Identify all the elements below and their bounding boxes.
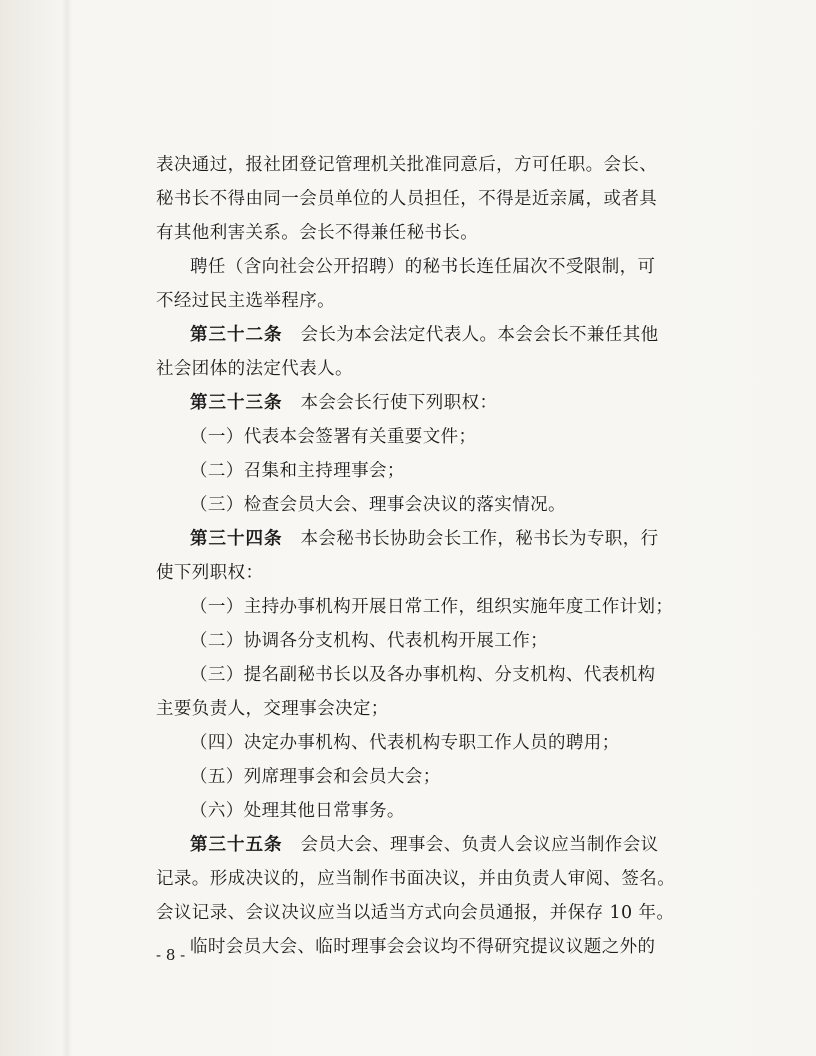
list-item: （二）召集和主持理事会； — [190, 461, 405, 481]
list-item: （六）处理其他日常事务。 — [190, 801, 405, 821]
text-line: 使下列职权： — [156, 563, 264, 583]
article-text: 会员大会、理事会、负责人会议应当制作会议 — [300, 835, 659, 855]
ink-bleed-mark — [64, 448, 82, 568]
list-item: （一）代表本会签署有关重要文件； — [190, 427, 477, 447]
article-34-line — [190, 522, 659, 556]
text-line: 社会团体的法定代表人。 — [156, 359, 353, 379]
list-item: （三）提名副秘书长以及各办事机构、分支机构、代表机构 — [190, 665, 656, 685]
text-line: 会议记录、会议决议应当以适当方式向会员通报，并保存 10 年。 — [156, 903, 675, 923]
list-item: （二）协调各分支机构、代表机构开展工作； — [190, 631, 548, 651]
text-line: 不经过民主选举程序。 — [156, 291, 335, 311]
text-line: 记录。形成决议的，应当制作书面决议，并由负责人审阅、签名。 — [156, 869, 676, 889]
article-35-line — [190, 828, 659, 862]
article-text: 本会会长行使下列职权： — [300, 393, 498, 413]
article-heading: 第三十四条 — [190, 529, 283, 549]
article-text: 本会秘书长协助会长工作，秘书长为专职，行 — [300, 529, 659, 549]
text-line: 秘书长不得由同一会员单位的人员担任，不得是近亲属，或者具 — [156, 189, 658, 209]
list-item: （三）检查会员大会、理事会决议的落实情况。 — [190, 495, 566, 515]
article-32-line — [190, 318, 659, 352]
list-item: （一）主持办事机构开展日常工作，组织实施年度工作计划； — [190, 597, 674, 617]
article-33-line — [190, 386, 497, 420]
article-heading: 第三十二条 — [190, 325, 283, 345]
text-line: 主要负责人，交理事会决定； — [156, 699, 389, 719]
text-line: 临时会员大会、临时理事会会议均不得研究提议议题之外的 — [190, 937, 656, 957]
article-heading: 第三十五条 — [190, 835, 283, 855]
text-line: 表决通过，报社团登记管理机关批准同意后，方可任职。会长、 — [156, 155, 658, 175]
list-item: （五）列席理事会和会员大会； — [190, 767, 441, 787]
text-line: 聘任（含向社会公开招聘）的秘书长连任届次不受限制，可 — [190, 257, 656, 277]
text-line: 有其他利害关系。会长不得兼任秘书长。 — [156, 223, 479, 243]
article-heading: 第三十三条 — [190, 393, 283, 413]
list-item: （四）决定办事机构、代表机构专职工作人员的聘用； — [190, 733, 620, 753]
article-text: 会长为本会法定代表人。本会会长不兼任其他 — [300, 325, 659, 345]
page-number: - 8 - — [156, 946, 186, 964]
